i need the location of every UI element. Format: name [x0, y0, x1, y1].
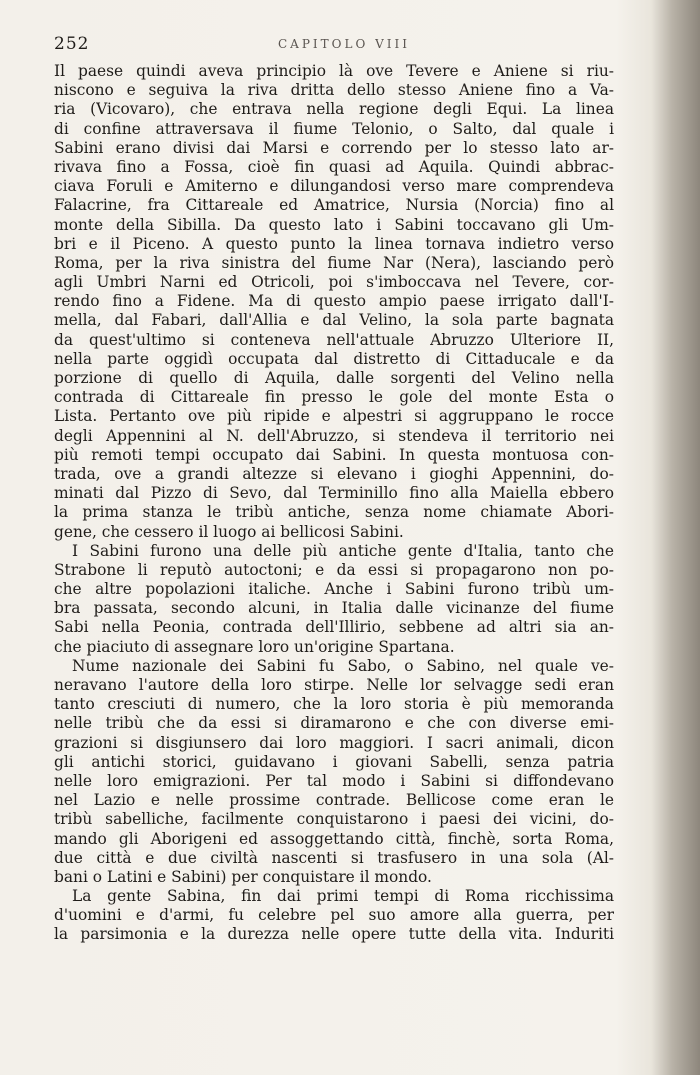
text-line: la prima stanza le tribù antiche, senza nome chiamate Abori- — [54, 503, 614, 522]
text-line: degli Appennini al N. dell'Abruzzo, si stendeva il territorio nei — [54, 426, 614, 445]
text-line: più remoti tempi occupato dai Sabini. In questa montuosa con- — [54, 445, 614, 464]
text-line: monte della Sibilla. Da questo lato i Sabini toccavano gli Um- — [54, 215, 614, 234]
text-line: gli antichi storici, guidavano i giovani Sabelli, senza patria — [54, 752, 614, 771]
text-line: rendo fino a Fidene. Ma di questo ampio paese irrigato dall'I- — [54, 292, 614, 311]
text-line: che piaciuto di assegnare loro un'origine Spartana. — [54, 637, 455, 656]
text-line: Il paese quindi aveva principio là ove Tevere e Aniene si riu- — [54, 62, 614, 80]
text-line: che altre popolazioni italiche. Anche i Sabini furono tribù um- — [54, 580, 614, 599]
page-number: 252 — [54, 34, 90, 54]
text-line: Lista. Pertanto ove più ripide e alpestri si aggruppano le rocce — [54, 407, 614, 426]
text-line: Sabini erano divisi dai Marsi e correndo per lo stesso lato ar- — [54, 138, 614, 157]
text-line: contrada di Cittareale fin presso le gole del monte Esta o — [54, 388, 614, 407]
text-line: Strabone li reputò autoctoni; e da essi si propagarono non po- — [54, 560, 614, 579]
text-line: minati dal Pizzo di Sevo, dal Terminillo fino alla Maiella ebbero — [54, 484, 614, 503]
text-line: ciava Foruli e Amiterno e dilungandosi verso mare comprendeva — [54, 177, 614, 196]
text-line: la parsimonia e la durezza nelle opere tutte della vita. Induriti — [54, 925, 614, 944]
text-line: grazioni si disgiunsero dai loro maggiori. I sacri animali, dicon — [54, 733, 614, 752]
text-line: Falacrine, fra Cittareale ed Amatrice, Nursia (Norcia) fino al — [54, 196, 614, 215]
text-line: tanto cresciuti di numero, che la loro storia è più memoranda — [54, 695, 614, 714]
text-line: ria (Vicovaro), che entrava nella regione degli Equi. La linea — [54, 100, 614, 119]
body-text — [54, 62, 614, 945]
text-line: d'uomini e d'armi, fu celebre pel suo amore alla guerra, per — [54, 906, 614, 925]
text-line: gene, che cessero il luogo ai bellicosi Sabini. — [54, 522, 404, 541]
text-line: bri e il Piceno. A questo punto la linea tornava indietro verso — [54, 234, 614, 253]
text-line: I Sabini furono una delle più antiche gente d'Italia, tanto che — [72, 541, 614, 560]
text-line: da quest'ultimo si conteneva nell'attuale Abruzzo Ulteriore II, — [54, 330, 614, 349]
text-line: Sabi nella Peonia, contrada dell'Illirio, sebbene ad altri sia an- — [54, 618, 614, 637]
text-line: bani o Latini e Sabini) per conquistare il mondo. — [54, 867, 432, 886]
text-line: agli Umbri Narni ed Otricoli, poi s'imboccava nel Tevere, cor- — [54, 273, 614, 292]
text-line: Nume nazionale dei Sabini fu Sabo, o Sabino, nel quale ve- — [72, 656, 614, 675]
text-line: neravano l'autore della loro stirpe. Nelle lor selvagge sedi eran — [54, 676, 614, 694]
text-line: La gente Sabina, fin dai primi tempi di Roma ricchissima — [72, 887, 614, 906]
text-line: due città e due civiltà nascenti si trasfusero in una sola (Al- — [54, 848, 614, 867]
text-line: niscono e seguiva la riva dritta dello stesso Aniene fino a Va- — [54, 81, 614, 100]
text-line: mando gli Aborigeni ed assoggettando città, finchè, sorta Roma, — [54, 829, 614, 848]
text-line: porzione di quello di Aquila, dalle sorgenti del Velino nella — [54, 369, 614, 387]
text-line: mella, dal Fabari, dall'Allia e dal Velino, la sola parte bagnata — [54, 311, 614, 330]
text-line: tribù sabelliche, facilmente conquistarono i paesi dei vicini, do- — [54, 810, 614, 829]
text-line: di confine attraversava il fiume Telonio, o Salto, dal quale i — [54, 119, 614, 138]
text-line: nelle loro emigrazioni. Per tal modo i Sabini si diffondevano — [54, 771, 614, 790]
text-line: nella parte oggidì occupata dal distretto di Cittaducale e da — [54, 349, 614, 368]
text-line: bra passata, secondo alcuni, in Italia dalle vicinanze del fiume — [54, 599, 614, 618]
text-line: Roma, per la riva sinistra del fiume Nar (Nera), lasciando però — [54, 253, 614, 272]
chapter-title: CAPITOLO VIII — [277, 37, 410, 51]
text-line: nel Lazio e nelle prossime contrade. Bellicose come eran le — [54, 791, 614, 810]
text-line: trada, ove a grandi altezze si elevano i gioghi Appennini, do- — [54, 464, 614, 483]
text-line: nelle tribù che da essi si diramarono e che con diverse emi- — [54, 714, 614, 733]
text-line: rivava fino a Fossa, cioè fin quasi ad Aquila. Quindi abbrac- — [54, 157, 614, 176]
page-header — [54, 34, 634, 56]
